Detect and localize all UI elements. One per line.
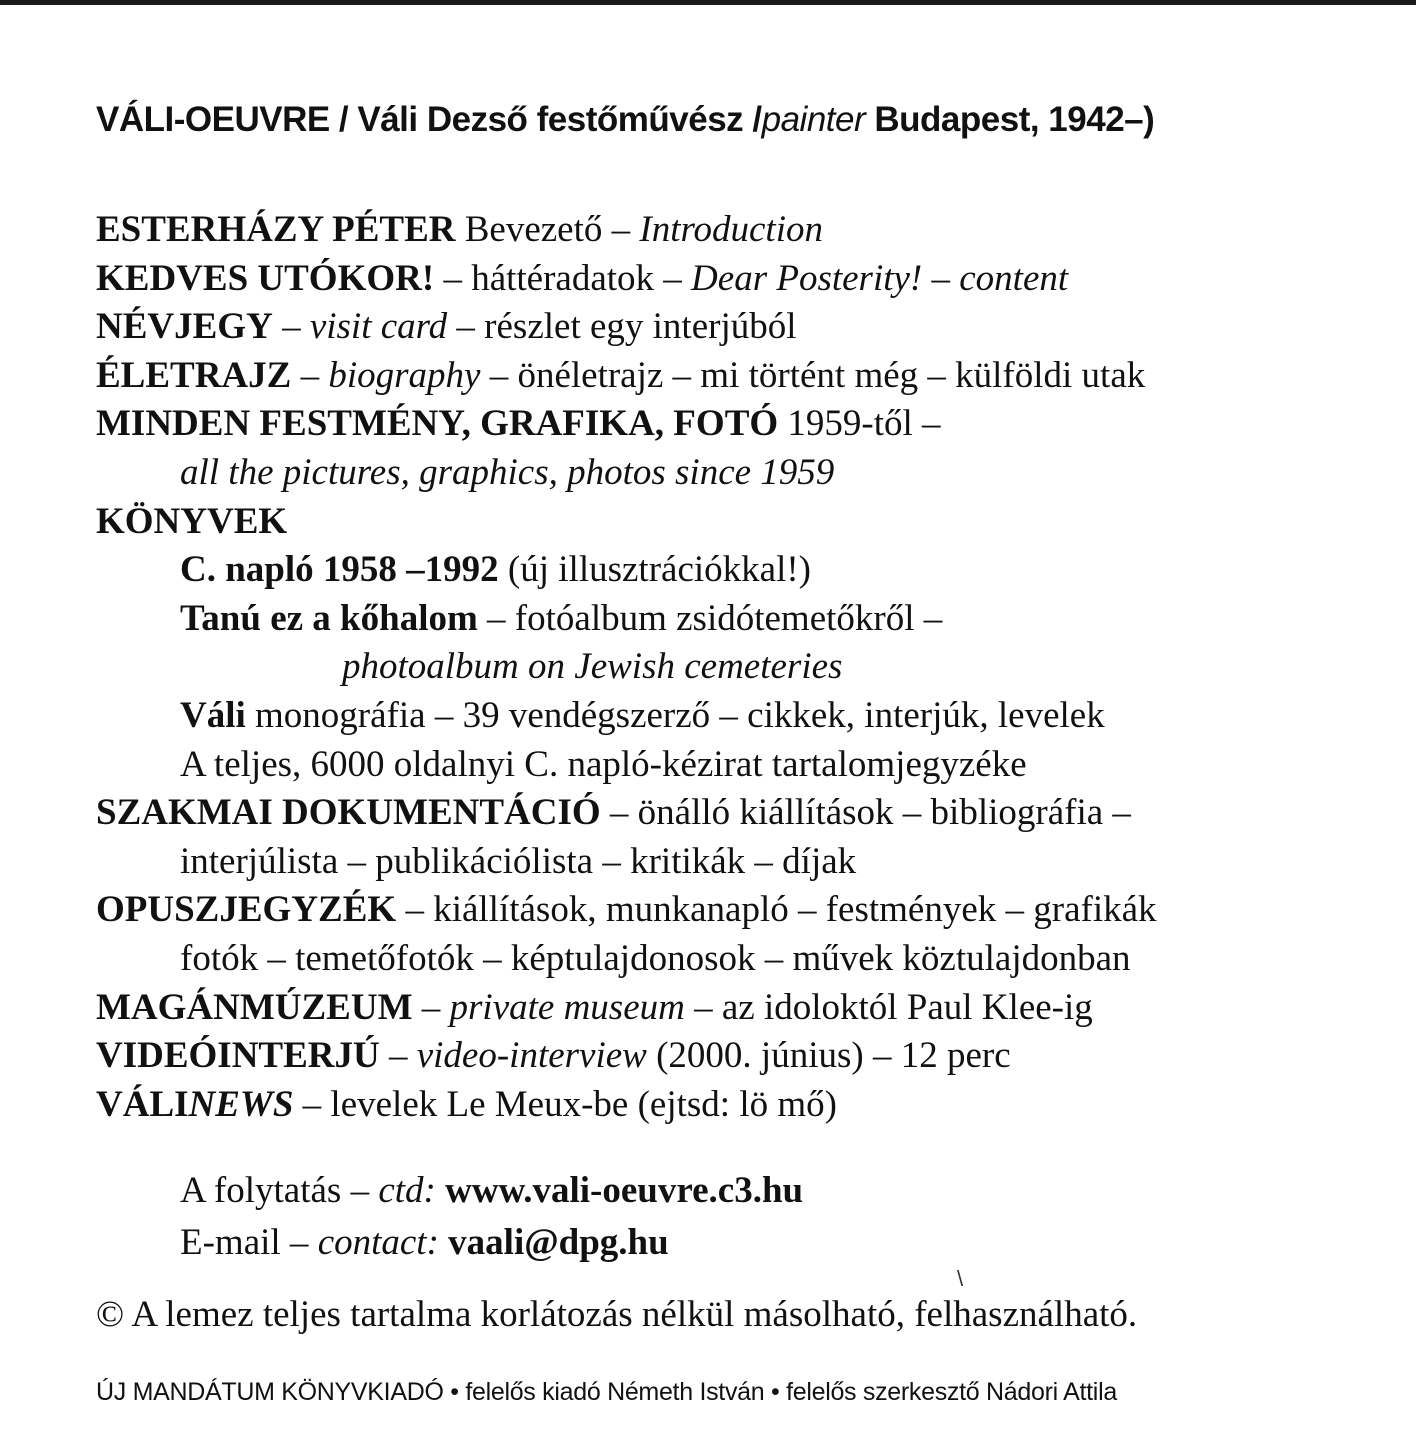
- toc-esterhazy[interactable]: [96, 206, 1396, 255]
- toc-opusz-text2: fotók – temetőfotók – képtulajdonosok – művek köztulajdonban: [180, 937, 1131, 979]
- toc-magan-title: MAGÁNMÚZEUM: [96, 986, 413, 1028]
- toc-kedves-text: – háttéradatok –: [434, 257, 692, 299]
- toc-eletrajz-title: ÉLETRAJZ: [96, 354, 292, 396]
- toc-c-naplo-title: C. napló 1958 –1992: [180, 549, 499, 591]
- table-of-contents: [96, 206, 1396, 1129]
- header-title: VÁLI-OEUVRE / Váli Dezső festőművész /: [96, 100, 762, 139]
- publisher-footer: ÚJ MANDÁTUM KÖNYVKIADÓ • felelős kiadó Németh István • felelős szerkesztő Nádori Attila: [96, 1378, 1117, 1406]
- toc-tanu-title: Tanú ez a kőhalom: [180, 597, 478, 639]
- toc-video-dash: –: [379, 1035, 417, 1077]
- toc-nevjegy-text: – részlet egy interjúból: [447, 306, 797, 348]
- toc-nevjegy-title: NÉVJEGY: [96, 306, 273, 348]
- toc-esterhazy-english: Introduction: [639, 209, 823, 250]
- ctd-label: ctd:: [378, 1170, 436, 1211]
- toc-vali-title: Váli: [180, 694, 246, 736]
- toc-kedves-dash: –: [922, 257, 960, 299]
- toc-konyvek[interactable]: [96, 498, 1396, 547]
- toc-opusz-cont: [96, 935, 1396, 984]
- toc-vali-text: monográfia – 39 vendégszerző – cikkek, interjúk, levelek: [245, 694, 1105, 736]
- contact-block: [180, 1165, 803, 1269]
- toc-minden[interactable]: [96, 400, 1396, 449]
- toc-teljes-naplo[interactable]: [96, 741, 1396, 790]
- contact-label: contact:: [317, 1222, 439, 1263]
- toc-szakmai[interactable]: [96, 789, 1396, 838]
- toc-teljes-text: A teljes, 6000 oldalnyi C. napló-kézirat tartalomjegyzéke: [180, 743, 1027, 785]
- toc-kedves-content: content: [959, 257, 1069, 299]
- toc-esterhazy-title: ESTERHÁZY PÉTER: [96, 209, 456, 250]
- toc-c-naplo-text: (új illusztrációkkal!): [498, 549, 811, 591]
- toc-magan-text: – az idoloktól Paul Klee-ig: [684, 986, 1093, 1028]
- email-link[interactable]: vaali@dpg.hu: [438, 1222, 669, 1263]
- toc-szakmai-text2: interjúlista – publikációlista – kritikák – díjak: [180, 840, 857, 882]
- toc-kedves-utokor[interactable]: [96, 255, 1396, 304]
- top-rule: [0, 0, 1416, 5]
- toc-opusz[interactable]: [96, 886, 1396, 935]
- toc-eletrajz-dash: –: [291, 354, 329, 396]
- email-label: E-mail –: [180, 1222, 318, 1263]
- toc-magan-dash: –: [412, 986, 450, 1028]
- toc-opusz-title: OPUSZJEGYZÉK: [96, 889, 397, 931]
- toc-nevjegy-dash: –: [272, 306, 310, 348]
- toc-video-english: video-interview: [416, 1035, 647, 1077]
- toc-valinews-title: VÁLI: [96, 1083, 189, 1125]
- header-place-year: Budapest, 1942–): [865, 100, 1155, 139]
- toc-magan-english: private museum: [449, 986, 685, 1028]
- toc-tanu[interactable]: [96, 595, 1396, 644]
- toc-kedves-title: KEDVES UTÓKOR!: [96, 257, 435, 299]
- toc-minden-english: [96, 449, 1396, 498]
- toc-nevjegy[interactable]: [96, 303, 1396, 352]
- toc-valinews-news: NEWS: [188, 1083, 294, 1125]
- toc-szakmai-title: SZAKMAI DOKUMENTÁCIÓ: [96, 792, 601, 834]
- toc-magan[interactable]: [96, 984, 1396, 1033]
- toc-eletrajz-english: biography: [328, 354, 481, 396]
- toc-vali-monografia[interactable]: [96, 692, 1396, 741]
- page-header: [96, 100, 1154, 140]
- toc-valinews[interactable]: [96, 1081, 1396, 1130]
- toc-video-text: (2000. június) – 12 perc: [646, 1035, 1011, 1077]
- toc-eletrajz-text: – önéletrajz – mi történt még – külföldi utak: [480, 354, 1146, 396]
- toc-minden-title: MINDEN FESTMÉNY, GRAFIKA, FOTÓ: [96, 403, 779, 445]
- toc-opusz-text: – kiállítások, munkanapló – festmények – grafikák: [396, 889, 1157, 931]
- toc-szakmai-cont: [96, 838, 1396, 887]
- toc-eletrajz[interactable]: [96, 352, 1396, 401]
- toc-video-title: VIDEÓINTERJÚ: [96, 1035, 380, 1077]
- copyright-notice: © A lemez teljes tartalma korlátozás nélkül másolható, felhasználható.: [96, 1294, 1138, 1335]
- website-link[interactable]: www.vali-oeuvre.c3.hu: [435, 1170, 804, 1211]
- toc-tanu-english: [96, 643, 1396, 692]
- continuation-line: [180, 1165, 803, 1217]
- toc-esterhazy-text: Bevezető –: [455, 209, 640, 250]
- toc-nevjegy-english: visit card: [309, 306, 448, 348]
- toc-c-naplo[interactable]: [96, 546, 1396, 595]
- email-line: [180, 1217, 803, 1269]
- toc-video[interactable]: [96, 1032, 1396, 1081]
- toc-minden-text: 1959-től –: [778, 403, 941, 445]
- toc-valinews-text: – levelek Le Meux-be (ejtsd: lö mő): [293, 1083, 837, 1125]
- toc-minden-english-text: all the pictures, graphics, photos since 1959: [180, 451, 835, 493]
- toc-tanu-english-text: photoalbum on Jewish cemeteries: [342, 646, 843, 688]
- toc-konyvek-title: KÖNYVEK: [96, 500, 288, 542]
- toc-kedves-english: Dear Posterity!: [691, 257, 923, 299]
- scan-speck: \: [957, 1266, 964, 1291]
- toc-tanu-text: – fotóalbum zsidótemetőkről –: [477, 597, 943, 639]
- toc-szakmai-text: – önálló kiállítások – bibliográfia –: [600, 792, 1131, 834]
- header-painter: painter: [761, 100, 866, 139]
- continuation-label: A folytatás –: [180, 1170, 379, 1211]
